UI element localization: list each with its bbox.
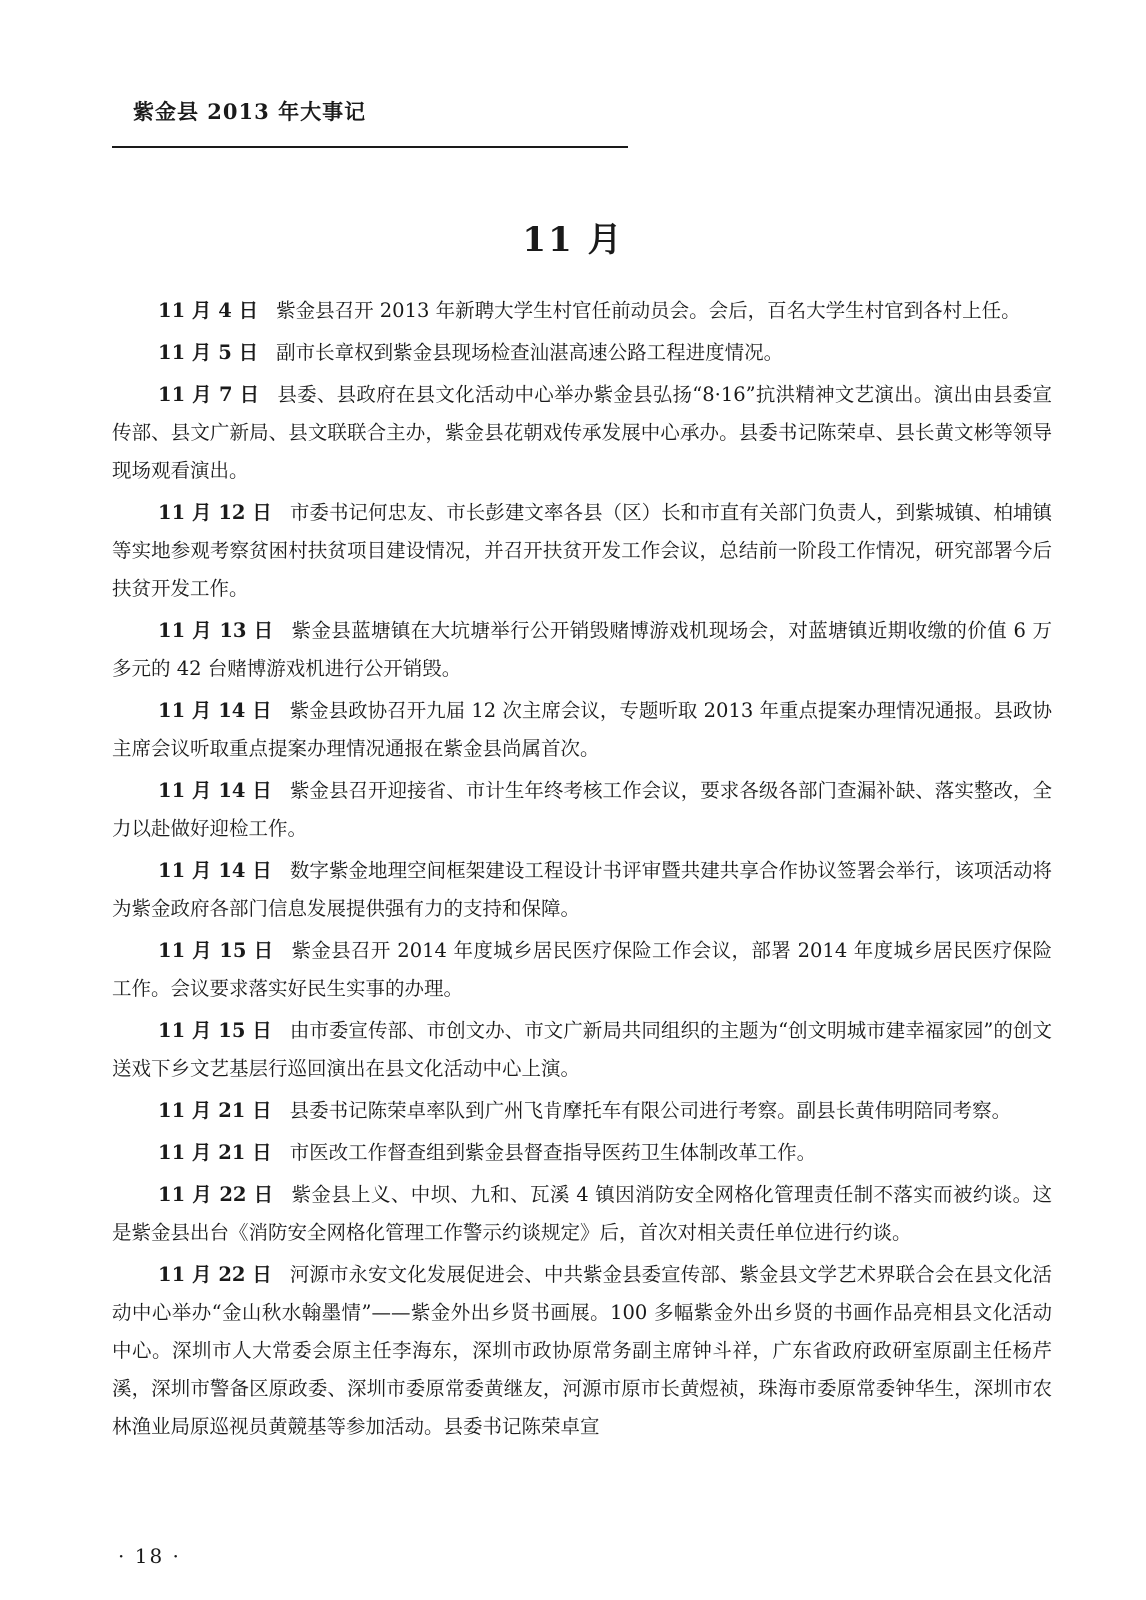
entry-text: 数字紫金地理空间框架建设工程设计书评审暨共建共享合作协议签署会举行，该项活动将为紫金政府各部门信息发展提供强有力的支持和保障。 bbox=[112, 859, 1052, 920]
entry-date: 11 月 14 日 bbox=[158, 859, 272, 882]
entry bbox=[112, 692, 1052, 768]
entry bbox=[112, 1256, 1052, 1446]
entry-text: 紫金县召开 2014 年度城乡居民医疗保险工作会议，部署 2014 年度城乡居民医疗保险工作。会议要求落实好民生实事的办理。 bbox=[112, 939, 1053, 1000]
entry-date: 11 月 15 日 bbox=[158, 939, 274, 962]
entry bbox=[112, 932, 1052, 1008]
entry bbox=[112, 376, 1052, 490]
entry-text: 由市委宣传部、市创文办、市文广新局共同组织的主题为“创文明城市建幸福家园”的创文送戏下乡文艺基层行巡回演出在县文化活动中心上演。 bbox=[112, 1019, 1052, 1080]
entry bbox=[112, 1012, 1052, 1088]
entry-date: 11 月 21 日 bbox=[158, 1099, 272, 1122]
entry-date: 11 月 5 日 bbox=[158, 341, 259, 364]
entry-date: 11 月 22 日 bbox=[158, 1183, 274, 1206]
entry-date: 11 月 12 日 bbox=[158, 501, 272, 524]
entry-date: 11 月 15 日 bbox=[158, 1019, 272, 1042]
entry-date: 11 月 14 日 bbox=[158, 779, 272, 802]
entry-text: 紫金县召开 2013 年新聘大学生村官任前动员会。会后，百名大学生村官到各村上任。 bbox=[276, 299, 1021, 322]
entry-text: 紫金县召开迎接省、市计生年终考核工作会议，要求各级各部门查漏补缺、落实整改，全力以赴做好迎检工作。 bbox=[112, 779, 1052, 840]
running-header: 紫金县 2013 年大事记 bbox=[133, 99, 367, 124]
entry-text: 副市长章权到紫金县现场检查汕湛高速公路工程进度情况。 bbox=[276, 341, 784, 364]
entry bbox=[112, 1134, 1052, 1172]
entry-text: 紫金县上义、中坝、九和、瓦溪 4 镇因消防安全网格化管理责任制不落实而被约谈。这是紫金县出台《消防安全网格化管理工作警示约谈规定》后，首次对相关责任单位进行约谈。 bbox=[112, 1183, 1053, 1244]
entry-text: 市医改工作督查组到紫金县督查指导医药卫生体制改革工作。 bbox=[289, 1141, 817, 1164]
entry bbox=[112, 1092, 1052, 1130]
entry-date: 11 月 22 日 bbox=[158, 1263, 272, 1286]
entry-date: 11 月 7 日 bbox=[158, 383, 260, 406]
entry-date: 11 月 14 日 bbox=[158, 699, 272, 722]
entry bbox=[112, 494, 1052, 608]
entry bbox=[112, 612, 1052, 688]
entry-text: 紫金县蓝塘镇在大坑塘举行公开销毁赌博游戏机现场会，对蓝塘镇近期收缴的价值 6 万多元的 42 台赌博游戏机进行公开销毁。 bbox=[112, 619, 1053, 680]
entry-text: 市委书记何忠友、市长彭建文率各县（区）长和市直有关部门负责人，到紫城镇、柏埔镇等实地参观考察贫困村扶贫项目建设情况，并召开扶贫开发工作会议，总结前一阶段工作情况，研究部署今后扶贫开发工作。 bbox=[112, 501, 1052, 600]
entry bbox=[112, 334, 1052, 372]
page-number: · 18 · bbox=[118, 1544, 181, 1568]
entry-date: 11 月 21 日 bbox=[158, 1141, 272, 1164]
chronicle-entries bbox=[112, 292, 1052, 1450]
entry-text: 河源市永安文化发展促进会、中共紫金县委宣传部、紫金县文学艺术界联合会在县文化活动中心举办“金山秋水翰墨情”——紫金外出乡贤书画展。100 多幅紫金外出乡贤的书画作品亮相县文化活动中心。深圳市人大常委会原主任李海东，深圳市政协原常务副主席钟斗祥，广东省政府政研室原副主任杨芹溪，深圳市警备区原政委、深圳市委原常委黄继友，河源市原市长黄煜祯，珠海市委原常委钟华生，深圳市农林渔业局原巡视员黄競基等参加活动。县委书记陈荣卓宣 bbox=[112, 1263, 1052, 1438]
entry-text: 县委书记陈荣卓率队到广州飞肯摩托车有限公司进行考察。副县长黄伟明陪同考察。 bbox=[289, 1099, 1012, 1122]
header-rule bbox=[112, 146, 628, 148]
entry bbox=[112, 852, 1052, 928]
entry-text: 县委、县政府在县文化活动中心举办紫金县弘扬“8·16”抗洪精神文艺演出。演出由县委宣传部、县文广新局、县文联联合主办，紫金县花朝戏传承发展中心承办。县委书记陈荣卓、县长黄文彬等领导现场观看演出。 bbox=[112, 383, 1052, 482]
entry-date: 11 月 13 日 bbox=[158, 619, 274, 642]
entry-text: 紫金县政协召开九届 12 次主席会议，专题听取 2013 年重点提案办理情况通报。县政协主席会议听取重点提案办理情况通报在紫金县尚属首次。 bbox=[112, 699, 1052, 760]
month-heading: 11 月 bbox=[522, 220, 624, 260]
entry bbox=[112, 292, 1052, 330]
entry-date: 11 月 4 日 bbox=[158, 299, 259, 322]
entry bbox=[112, 772, 1052, 848]
entry bbox=[112, 1176, 1052, 1252]
